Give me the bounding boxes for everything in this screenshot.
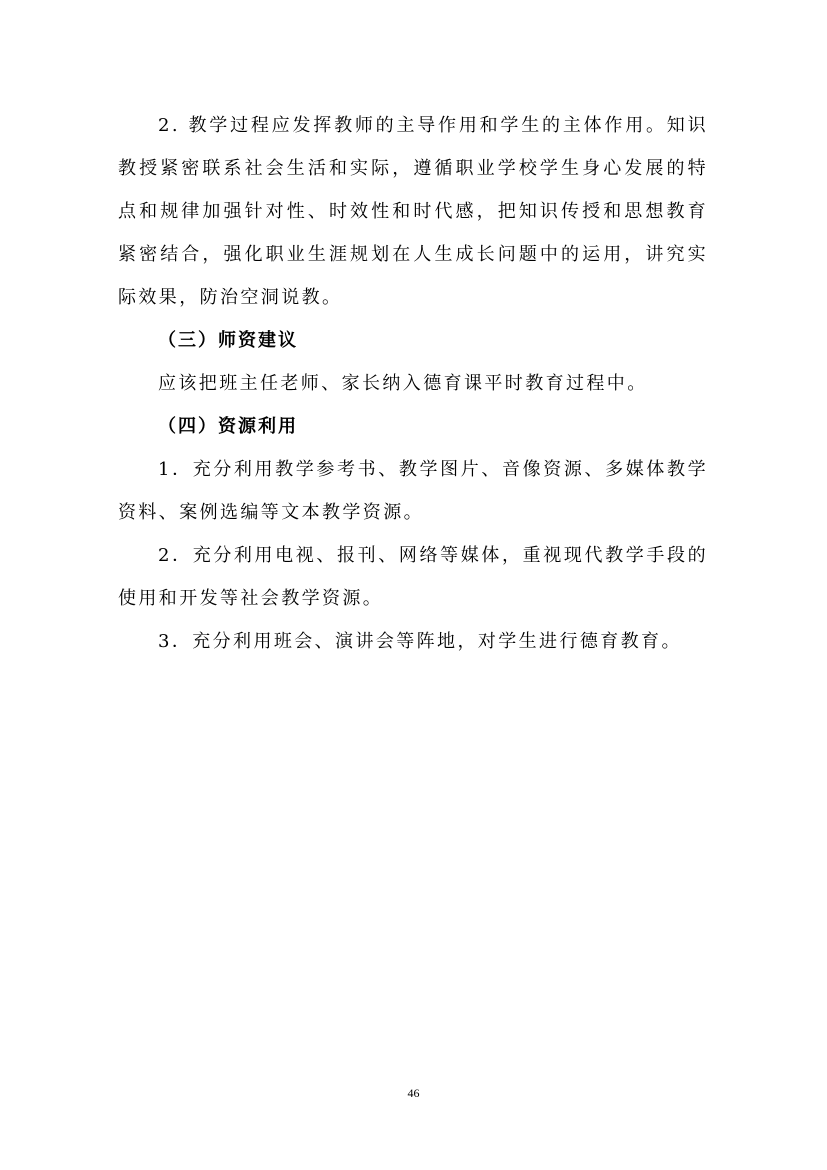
paragraph-resource-item-2: 2．充分利用电视、报刊、网络等媒体，重视现代教学手段的使用和开发等社会教学资源。 [118,545,708,609]
section-heading-teacher-suggestions: （三）师资建议 [158,330,298,351]
document-body [118,104,708,663]
paragraph-teaching-process: 2. 教学过程应发挥教师的主导作用和学生的主体作用。知识教授紧密联系社会生活和实际，遵循职业学校学生身心发展的特点和规律加强针对性、时效性和时代感，把知识传授和思想教育紧密结合，强化职业生涯规划在人生成长问题中的运用，讲究实际效果，防治空洞说教。 [118,115,708,308]
paragraph-teacher-suggestion: 应该把班主任老师、家长纳入德育课平时教育过程中。 [158,373,648,394]
paragraph-resource-item-3: 3．充分利用班会、演讲会等阵地，对学生进行德育教育。 [158,631,682,652]
page-number: 46 [407,1086,420,1100]
section-heading-resource-use: （四）资源利用 [158,416,298,437]
paragraph-resource-item-1: 1．充分利用教学参考书、教学图片、音像资源、多媒体教学资料、案例选编等文本教学资源。 [118,459,708,523]
